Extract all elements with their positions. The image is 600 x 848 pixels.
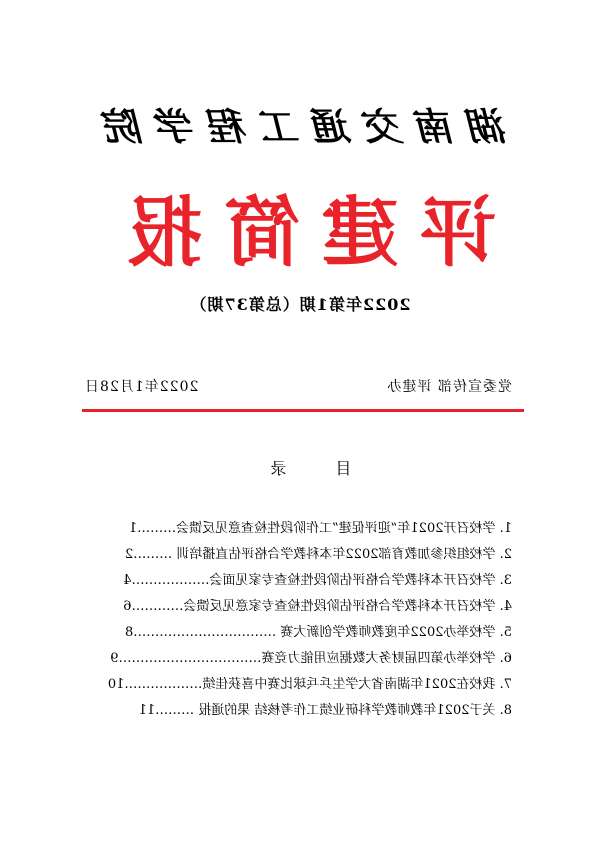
school-name: 湖南交通工程学院 xyxy=(92,104,509,149)
issue-number: 2022年第1期（总第37期） xyxy=(189,295,411,314)
toc-item[interactable]: 4. 学校召开本科教学合格评估阶段性检查专家意见反馈会…………6 xyxy=(123,599,512,614)
bulletin-title: 评建简报 xyxy=(104,188,496,277)
toc-list xyxy=(80,516,512,724)
red-divider xyxy=(82,409,524,412)
toc-item[interactable]: 5. 学校举办2022年度教师教学创新大赛 ……………………………8 xyxy=(124,625,512,640)
toc-item[interactable]: 2. 学校组织参加教育部2022年本科教学合格评估直播培训 ………2 xyxy=(124,547,512,562)
toc-item[interactable]: 6. 学校举办第四届财务大数据应用能力竞赛……………………………9 xyxy=(110,651,512,666)
toc-heading: 目 录 xyxy=(248,459,352,478)
publish-date: 2022年1月28日 xyxy=(84,379,199,395)
toc-item[interactable]: 3. 学校召开本科教学合格评估阶段性检查专家见面会………………4 xyxy=(123,573,512,588)
publisher-row xyxy=(84,376,512,398)
department: 党委宣传部 评建办 xyxy=(386,379,512,395)
toc-item[interactable]: 7. 我校在2021年湖南省大学生乒乓球比赛中喜获佳绩………………10 xyxy=(107,677,512,692)
toc-item[interactable]: 1. 学校召开2021年“迎评促建”工作阶段性检查意见反馈会………1 xyxy=(128,521,512,536)
toc-item[interactable]: 8. 关于2021年教师教学科研业绩工作考核结 果的通报 ………11 xyxy=(138,703,512,718)
